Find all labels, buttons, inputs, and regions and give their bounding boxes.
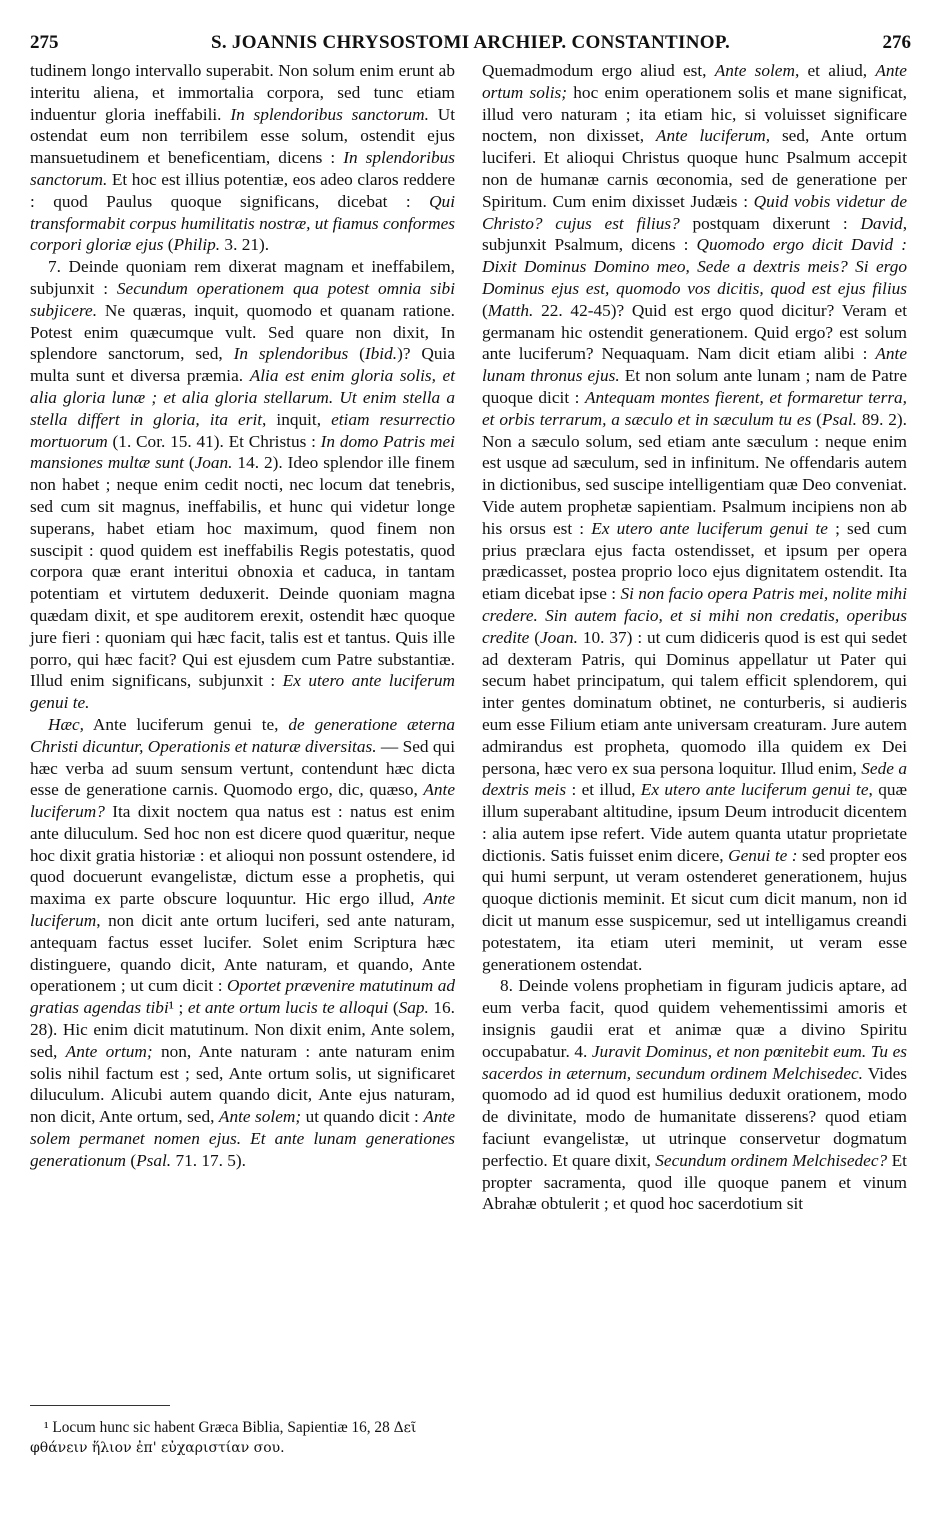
text-run: 3. 21). [220, 235, 270, 255]
italic-run: Ante ortum; [65, 1041, 153, 1061]
italic-run: Ante luciferum [30, 889, 455, 931]
italic-run: de generatione æterna Christi dicuntur, Operationis et naturæ diversitas. [30, 714, 455, 756]
italic-run: Ante luciferum? [30, 780, 455, 822]
text-run: , quæ illum superabant altitudine, ipsum Deum introducit dicentem : alia autem ipse refert. Vide autem quanta utatur proprietate dictionis. Satis fuisset enim dicere, [482, 780, 908, 865]
italic-run: Secundum ordinem Melchisedec? [655, 1150, 888, 1170]
text-run: 14. 2). Ideo splendor ille finem non habet ; neque enim cedit nocti, nec locum dat tenebris, sed cum sit magnus, ineffabilis, et hunc qui videtur longe superans, habet etiam hoc maximum, quod finem non suscipit : quod quidem est ineffabilis Regis potestatis, quod corpora quæ erant interitui obnoxia et caduca, in tantam potentiam et virtutem deduxerit. Deinde quoniam magna quædam dixit, et spe auditorem erexit, ostendit hæc quoque jure fieri : quoniam qui hæc facit, talis est et tantus. Quis ille porro, qui hæc facit? Qui est ejusdem cum Patre substantiæ. Illud enim significans, subjunxit : [30, 453, 455, 691]
text-run: Vides quomodo ad id quod est humilius deduxit orationem, modo de divinitate, modo de humanitate disserens? quod etiam faciunt evangelistæ, ut utrinque conservetur dogmatum perfectio. Et quare dixit, [482, 1063, 907, 1170]
italic-run: Sede a dextris meis [482, 758, 907, 800]
italic-run: Ibid. [364, 344, 398, 364]
text-run: non, Ante naturam : ante naturam enim solis nihil factum est ; sed, Ante ortum solis, ut significaret diluculum. Alicubi autem quando dicit, Ante ejus naturam, non dicit, Ante ortum, sed, [30, 1041, 456, 1127]
paragraph [482, 60, 907, 975]
text-run: ( [183, 453, 195, 473]
text-run: Ante luciferum genui te, [84, 714, 289, 734]
italic-run: David [860, 213, 903, 233]
italic-run: Ex utero ante luciferum genui te. [30, 671, 456, 713]
footnote [30, 1418, 455, 1458]
text-run: ( [163, 235, 174, 255]
italic-run: et ante ortum lucis te alloqui [187, 998, 389, 1018]
italic-run: Quomodo ergo dicit David : Dixit Dominus Domino meo, Sede a dextris meis? Si ergo Dominus ejus est, quomodo vos dicitis, quod est ejus filius [482, 235, 907, 298]
text-run: (1. Cor. 15. 41). Et Christus : [107, 431, 321, 451]
text-run: ( [811, 409, 822, 429]
italic-run: Oportet prævenire matutinum ad gratias agendas tibi [30, 976, 455, 1018]
italic-run: Psal. [136, 1150, 172, 1170]
text-run: — Sed qui hæc verba ad suum sensum vertunt, contendunt hæc dicta esse de generatione carnis. Quomodo ergo, dic, quæso, [30, 736, 455, 800]
paragraph [30, 60, 455, 256]
italic-run: Antequam montes fierent, et formaretur terra, et orbis terrarum, a sæculo et in sæculum tu es [482, 387, 908, 429]
text-run: , subjunxit Psalmum, dicens : [482, 213, 908, 255]
text-run: Ut ostendat eum non terribilem esse solum, ostendit ejus mansuetudinem et beneficentiam, dicens : [30, 104, 455, 168]
page-number-right: 276 [882, 32, 911, 53]
text-run: ¹ ; [168, 998, 188, 1018]
greek-run: Δεῖ φθάνειν ἥλιον ἐπ' εὐχαριστίαν σου. [30, 1420, 417, 1456]
italic-run: Hæc, [48, 714, 84, 734]
italic-run: In domo Patris mei mansiones multæ sunt [30, 431, 455, 473]
running-title: S. JOANNIS CHRYSOSTOMI ARCHIEP. CONSTANTINOP. [210, 32, 731, 53]
italic-run: In splendoribus [233, 344, 349, 364]
italic-run: Ante solem [714, 61, 795, 80]
text-run: )? Quia multa sunt et diversa præmia. [30, 344, 455, 386]
italic-run: Genui te : [728, 845, 798, 865]
text-run: 8. Deinde volens prophetiam in figuram judicis aptare, ad eum verba facit, quod quidem vehementissimi amoris et insignis gaudii erat et animæ quæ a divino Spiritu occupabatur. 4. [482, 976, 907, 1061]
text-run: ( [126, 1150, 137, 1170]
text-run: Ne quæras, inquit, quomodo et quanam ratione. Potest enim quæcumque vult. Sed quare non dixit, In splendore sanctorum, sed, [30, 300, 455, 364]
text-run: ( [529, 627, 541, 647]
text-run: Et propter sacramenta, quod ille quoque panem et vinum Abrahæ obtulerit ; et quod hoc sacerdotium sit [482, 1150, 907, 1214]
text-run: Quemadmodum ergo aliud est, [482, 61, 715, 80]
footnote-text [30, 1418, 455, 1458]
italic-run: Ante solem; [218, 1107, 302, 1127]
italic-run: Philip. [173, 235, 221, 255]
text-run: 89. 2). Non a sæculo solum, sed etiam ante sæculum : neque enim est usque ad sæculum, sed in infinitum. Ne offendaris autem in dictionibus, sed suscipe intelligentiam quæ Deo conveniat. Vide autem prophetæ sapientiam. Psalmum incipiens non ab his orsus est : [482, 409, 907, 538]
text-run: 22. 42-45)? Quid est ergo quod dicitur? Veram et germanam hic ostendit generationem. Quid ergo? est solum ante luciferum? Nequaquam. Nam dicit etiam alibi : [482, 300, 907, 364]
text-run: , inquit, [262, 409, 332, 429]
page-header [30, 32, 911, 56]
italic-run: In splendoribus sanctorum. [30, 148, 455, 189]
italic-run: Qui transformabit corpus humilitatis nostræ, ut fiamus conformes corpori gloriæ ejus [30, 191, 455, 255]
text-run: ( [482, 300, 488, 320]
italic-run: Ante ortum solis; [482, 61, 907, 102]
text-run: ( [388, 998, 399, 1018]
text-run: 71. 17. 5). [171, 1150, 247, 1170]
text-run: tudinem longo intervallo superabit. Non solum enim erunt ab interitu aliena, et immortalia corpora, sed tunc etiam induentur gloria ineffabili. [30, 61, 455, 124]
italic-run: Ex utero ante luciferum genui te [591, 518, 828, 538]
text-run: 10. 37) : ut cum didiceris quod is est qui sedet ad dexteram Patris, qui Dominus appellatur ut Pater qui secum habet principatum, qui talem efficit splendorem, qui inter gentes dominatum obtinet, ne conturberis, si audieris eum esse Filium etiam ante universam creaturam. Jure autem admirandus est propheta, quomodo illa quidem ex Dei persona, hæc vero ex sua persona loquitur. Illud enim, [482, 627, 907, 778]
text-run: ut quando dicit : [301, 1107, 424, 1127]
text-run: Ita dixit noctem qua natus est : natus est enim ante diluculum. Sed hoc non est dicere quod quæritur, neque hoc dixit gratia historiæ : et alioqui non possunt ostendere, id quod docuerunt evangelistæ, dictum esse a prophetis, qui maxima ex parte obscure loquuntur. Hic ergo illud, [30, 802, 455, 909]
italic-run: etiam resurrectio mortuorum [30, 409, 455, 451]
italic-run: Psal. [821, 409, 857, 429]
text-run: : et illud, [566, 780, 641, 800]
paragraph [482, 975, 907, 1215]
italic-run: Sap. [398, 998, 429, 1018]
text-run: 7. Deinde quoniam rem dixerat magnam et ineffabilem, subjunxit : [30, 257, 455, 298]
italic-run: Matth. [487, 300, 534, 320]
text-run: Et non solum ante lunam ; nam de Patre quoque dicit : [482, 366, 907, 407]
text-run: , non dicit ante ortum luciferi, sed ante naturam, antequam factus esset lucifer. Solet enim Scriptura hæc distinguere, quando dicit, Ante naturam, et quando, Ante operationem ; ut cum dicit : [30, 911, 455, 996]
italic-run: Ante luciferum, [655, 126, 771, 146]
text-run: hoc enim operationem solis et mane significat, illud vero naturam ; ita etiam hic, si voluisset significare noctem, non dixisset, [482, 82, 907, 146]
text-run: postquam dixerunt : [679, 213, 861, 233]
footnote-divider [30, 1405, 170, 1406]
italic-run: Quid vobis videtur de Christo? cujus est filius? [482, 191, 907, 233]
italic-run: Joan. [540, 627, 578, 647]
text-run: Et hoc est illius potentiæ, eos adeo claros reddere : quod Paulus quoque significans, dicebat : [30, 169, 455, 211]
italic-run: Juravit Dominus, et non pœnitebit eum. Tu es sacerdos in æternum, secundum ordinem Melchisedec. [482, 1041, 907, 1083]
page-number-left: 275 [30, 32, 59, 53]
text-run: sed propter eos qui humi serpunt, ut veram ostenderet generationem, hujus quoque dictionis meminit. Et sicut cum dicit manum, non id dicit ut manum esse suspicemur, sed ut intelligamus creandi potestatem, ita etiam uteri meminit, ut veram esse generationem ostendat. [482, 845, 907, 974]
italic-run: Joan. [194, 453, 233, 473]
italic-run: Ante lunam thronus ejus. [482, 344, 907, 386]
text-run: sed, Ante ortum luciferi. Et alioqui Christus quoque hunc Psalmum accepit non de humanæ carnis œconomia, sed de generatione per Spiritum. Cum enim dixisset Judæis : [482, 126, 907, 211]
italic-run: Ex utero ante luciferum genui te [640, 780, 869, 800]
italic-run: Secundum operationem qua potest omnia sibi subjicere. [30, 278, 455, 320]
italic-run: Alia est enim gloria solis, et alia gloria lunæ ; et alia gloria stellarum. Ut enim stella a stella differt in gloria, ita erit [30, 366, 455, 429]
text-run: ( [348, 344, 365, 364]
text-run: ; sed cum prius præclara ejus facta ostendisset, et ipsum per opera prædicasset, postea proprio loco ejus dignitatem ostendit. Ita etiam dicebat ipse : [482, 518, 908, 604]
italic-run: In splendoribus sanctorum. [230, 104, 429, 124]
text-run: 16. 28). Hic enim dicit matutinum. Non dixit enim, Ante solem, sed, [30, 998, 456, 1061]
text-run: , et aliud, [794, 61, 876, 80]
left-column [30, 60, 455, 1172]
italic-run: Ante solem permanet nomen ejus. Et ante lunam generationes generationum [30, 1107, 456, 1170]
text-run: ¹ Locum hunc sic habent Græca Biblia, Sapientiæ 16, 28 [44, 1419, 394, 1436]
paragraph [30, 256, 455, 714]
italic-run: Si non facio opera Patris mei, nolite mihi credere. Sin autem facio, et si mihi non credatis, operibus credite [482, 584, 908, 647]
right-column [482, 60, 907, 1215]
paragraph [30, 714, 455, 1172]
